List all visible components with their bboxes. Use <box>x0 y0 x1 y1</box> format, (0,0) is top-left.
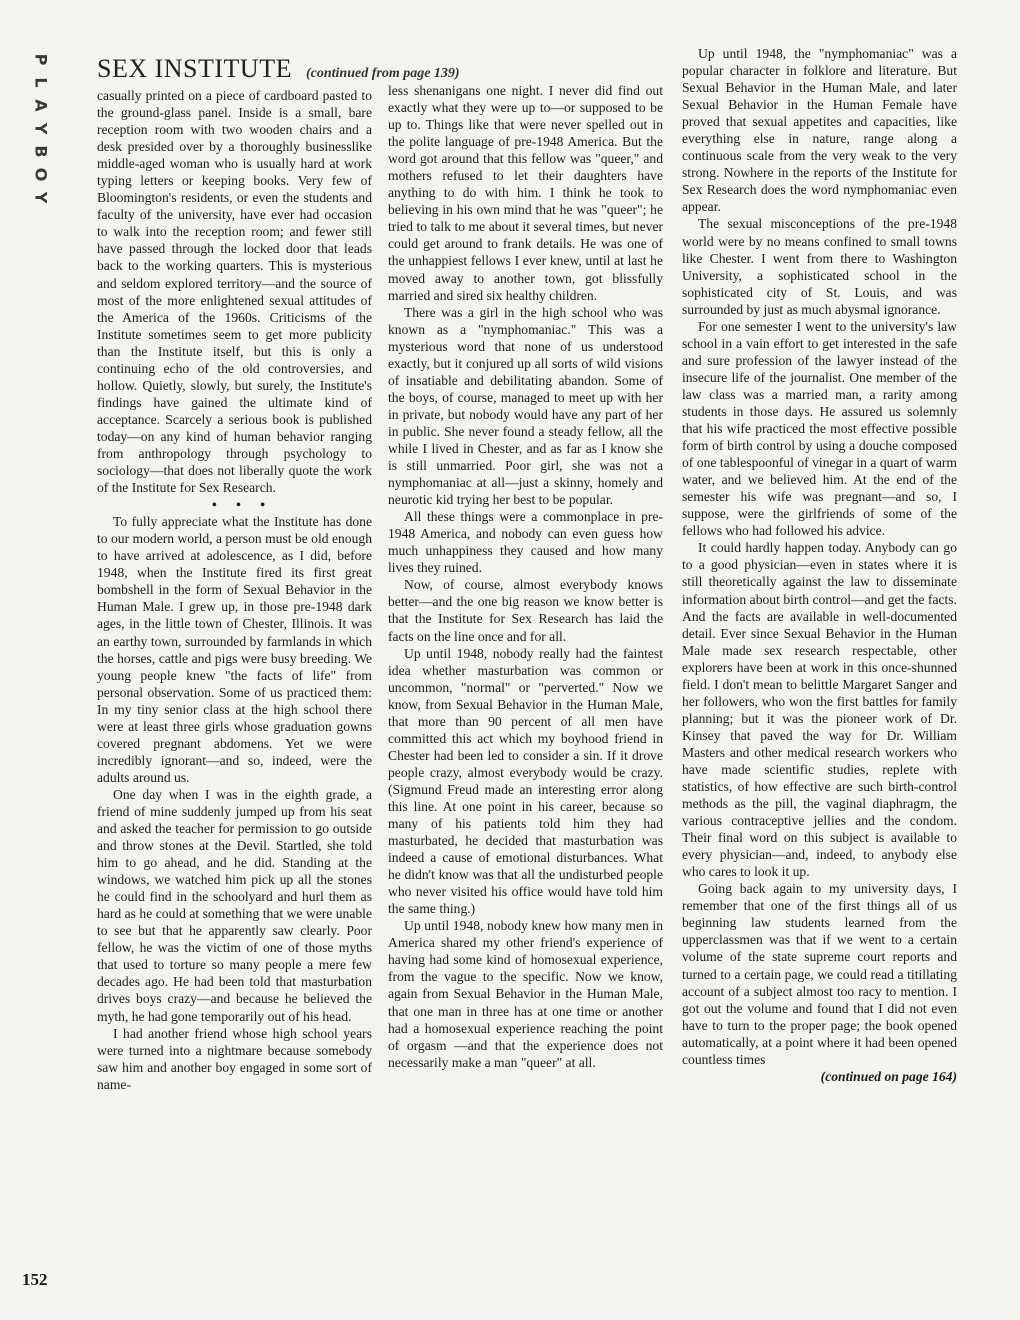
continued-on-note: (continued on page 164) <box>820 1068 957 1084</box>
column-3 <box>682 45 957 1085</box>
paragraph: casually printed on a piece of cardboard pasted to the ground-glass panel. Inside is a small, bare reception room with two wooden chairs and a desk presided over by a thoroughly businesslike middle-aged woman who is usually hard at work typing letters or keeping books. Very few of Bloomington's residents, or even the students and faculty of the university, have ever had occasion to walk into the reception room; and fewer still have passed through the locked door that leads back to the working quarters. This is mysterious and seldom explored territory—and the source of most of the more enlightened sexual attitudes of the America of the 1960s. Criticisms of the Institute sometimes seem to get more publicity than the Institute itself, but this is only a continuing echo of the old controversies, and hollow. Quietly, slowly, but surely, the Institute's findings have gained the ultimate kind of acceptance. Scarcely a serious book is published today—on any kind of human behavior ranging from anthropology through psychology to sociology—that does not liberally quote the work of the Institute for Sex Research. <box>97 88 372 496</box>
paragraph: Going back again to my university days, I remember that one of the first things all of us beginning law students learned from the upperclassmen was that if we went to a certain volume of the state supreme court reports and turned to a certain page, we could read a titillating account of a subject almost too racy to mention. I got out the volume and found that I did not even have to turn to the proper page; the book opened automatically, at a point where it had been opened countless times <box>682 881 957 1067</box>
section-separator: • • • <box>211 497 274 513</box>
masthead-letter: Y <box>31 191 51 204</box>
column-1 <box>97 87 372 1093</box>
paragraph: One day when I was in the eighth grade, a friend of mine suddenly jumped up from his seat and asked the teacher for permission to go outside and throw stones at the Devil. Startled, she told him to go ahead, and he did. Standing at the windows, we watched him pick up all the stones he could find in the schoolyard and hurl them as hard as he could at something that we were unable to see but that he apparently saw clearly. Poor fellow, he was the victim of one of those myths that used to torture so many people a mere few decades ago. He had been told that masturbation drives boys crazy—and because he believed the myth, he had gone temporarily out of his head. <box>97 786 372 1024</box>
magazine-masthead <box>30 48 52 209</box>
page-number: 152 <box>22 1270 48 1289</box>
paragraph: Now, of course, almost everybody knows better—and the one big reason we know better is that the Institute for Sex Research has laid the facts on the line once and for all. <box>388 577 663 644</box>
paragraph: I had another friend whose high school years were turned into a nightmare because somebody saw him and another boy engaged in some sort of name- <box>97 1025 372 1092</box>
masthead-letter: A <box>31 99 51 112</box>
paragraph: For one semester I went to the university's law school in a vain effort to get interested in the safe and sure profession of the lawyer instead of the insecure life of the journalist. One member of the law class was a married man, a rarity among students in those days. He assured us solemnly that his wife practiced the most effective possible form of birth control by using a douche composed of one tablespoonful of vinegar in a quart of warm water, and we believed him. At the end of the semester his wife was pregnant—and so, I suppose, were the girlfriends of some of the fellows who had followed his advice. <box>682 318 957 539</box>
article-title: SEX INSTITUTE <box>97 54 292 83</box>
paragraph: Up until 1948, nobody knew how many men in America shared my other friend's experience of having had some kind of homosexual experience, from the vague to the specific. Now we know, again from Sexual Behavior in the Human Male, that one man in three has at one time or another had a homosexual experience reaching the point of orgasm —and that the experience does not necessarily make a man "queer" at all. <box>388 918 663 1070</box>
paragraph: The sexual misconceptions of the pre-1948 world were by no means confined to small towns like Chester. I went from there to Washington University, a sophisticated school in the sophisticated city of St. Louis, and was surrounded by just as much abysmal ignorance. <box>682 216 957 317</box>
masthead-letter: Y <box>31 122 51 135</box>
article-header <box>97 54 637 84</box>
masthead-letter: B <box>31 145 51 158</box>
paragraph: It could hardly happen today. Anybody can go to a good physician—even in states where it is still theoretically against the law to disseminate information about birth control—and get the facts. And the facts are available in well-documented detail. Ever since Sexual Behavior in the Human Male made sex research respectable, other explorers have been at work in this once-shunned field. I don't mean to belittle Margaret Sanger and her followers, who won the first battles for family planning; but it was the pioneer work of Dr. Kinsey that paved the way for Dr. William Masters and other medical research workers who have made scientific studies, replete with statistics, of how effective are such birth-control methods as the pill, the vaginal diaphragm, the various contraceptive jellies and the condom. Their final word on this subject is available to every physician—and, indeed, to anybody else who cares to look it up. <box>682 540 957 880</box>
paragraph: Up until 1948, the "nymphomaniac" was a popular character in folklore and literature. But Sexual Behavior in the Human Male, and later Sexual Behavior in the Human Female have proved that sexual appetites and capacities, like everything else in nature, range along a continuous scale from the very weak to the very strong. Nowhere in the reports of the Institute for Sex Research does the word nymphomaniac even appear. <box>682 46 957 215</box>
column-2 <box>388 82 663 1071</box>
masthead-letter: P <box>31 53 51 66</box>
masthead-letter: L <box>31 77 51 88</box>
continued-from-note: (continued from page 139) <box>305 66 460 81</box>
paragraph: All these things were a commonplace in pre-1948 America, and nobody can even guess how much unhappiness they caused and how many lives they ruined. <box>388 509 663 576</box>
paragraph: To fully appreciate what the Institute has done to our modern world, a person must be old enough to have arrived at adolescence, as I did, before 1948, when the Institute fired its first great bombshell in the form of Sexual Behavior in the Human Male. I grew up, in those pre-1948 dark ages, in the little town of Chester, Illinois. It was an earthy town, surrounded by farmlands in which the horses, cattle and pigs were busy breeding. We young people knew "the facts of life" from personal observation. Some of us practiced them: In my tiny senior class at the high school there were at least three girls whose graduation gowns covered pregnant abdomens. Yet we were incredibly ignorant—and so, indeed, were the adults around us. <box>97 514 372 785</box>
masthead-letter: O <box>31 167 51 182</box>
paragraph: Up until 1948, nobody really had the faintest idea whether masturbation was common or uncommon, "normal" or "perverted." Now we know, from Sexual Behavior in the Human Male, that more than 90 percent of all men have committed this act which my boyhood friend in Chester had been led to consider a sin. If it drove people crazy, almost everybody would be crazy. (Sigmund Freud made an interesting error along this line. At one point in his career, because so many of his patients told him they had masturbated, he decided that masturbation was indeed a cause of emotional disturbances. What he didn't know was that all the undisturbed people who never visited his office would have told him the same thing.) <box>388 645 663 917</box>
paragraph: less shenanigans one night. I never did find out exactly what they were up to—or supposed to be up to. Things like that were never spelled out in the polite language of pre-1948 America. But the word got around that this fellow was "queer," and mothers refused to let their daughters have anything to do with him. I think he took to believing in his own mind that he was "queer"; he tried to talk to me about it several times, but never could get around to frank details. He was one of the unhappiest fellows I ever knew, until at last he moved away to another town, got blissfully married and sired six healthy children. <box>388 83 663 303</box>
paragraph: There was a girl in the high school who was known as a "nymphomaniac." This was a mysterious word that none of us understood exactly, but it conjured up all sorts of wild visions of insatiable and debilitating abandon. Some of the boys, of course, managed to meet up with her in private, but nobody would have any part of her in public. She never found a steady fellow, all the while I lived in Chester, and as far as I know she is still unmarried. Poor girl, she was not a nymphomaniac at all—just a skinny, homely and neurotic kid trying her best to be popular. <box>388 304 663 508</box>
